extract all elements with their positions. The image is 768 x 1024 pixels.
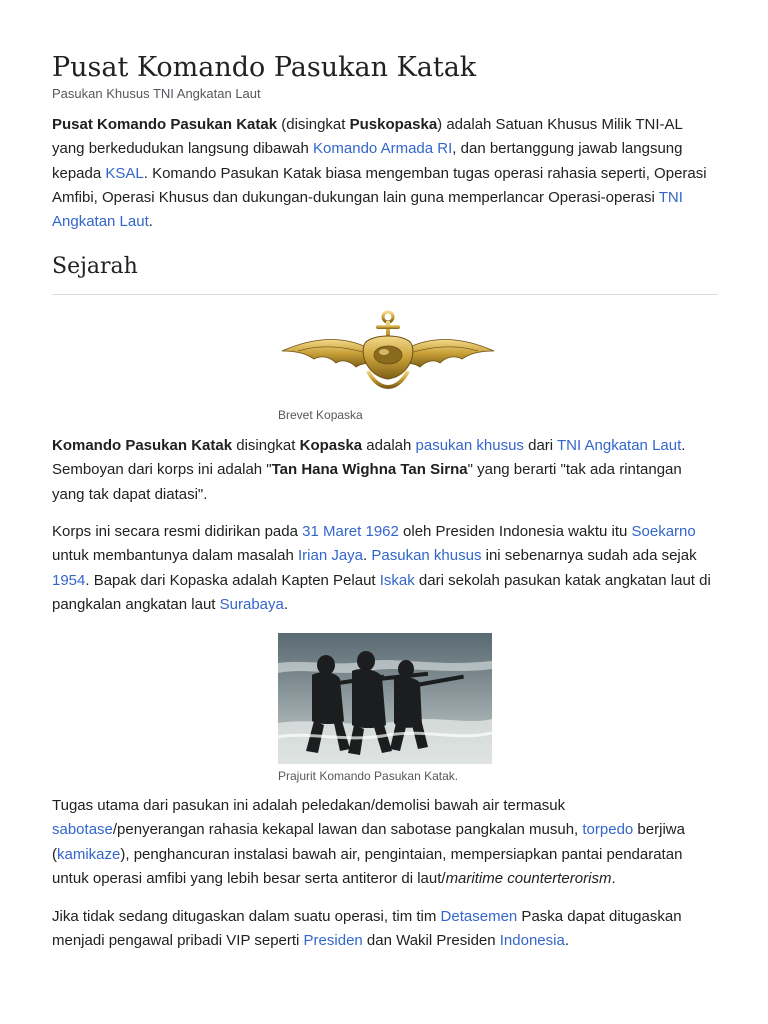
text: /penyerangan rahasia kekapal lawan dan sabotase pangkalan musuh, [112, 821, 583, 839]
text: oleh Presiden Indonesia waktu itu [398, 523, 632, 540]
text: adalah [362, 437, 416, 454]
bold-term: Puskopaska [349, 116, 438, 133]
link-indonesia[interactable]: Indonesia [499, 932, 565, 950]
figure-caption: Prajurit Komando Pasukan Katak. [278, 769, 459, 783]
text: Tugas utama dari pasukan ini adalah peledakan/demolisi bawah air termasuk [52, 797, 566, 814]
text: ) adalah Satuan Khusus Milik TNI-AL yang berkedudukan langsung dibawah [52, 116, 683, 158]
intro-paragraph [52, 113, 718, 234]
link-kamikaze[interactable]: kamikaze [57, 845, 121, 863]
link-surabaya[interactable]: Surabaya [219, 595, 284, 613]
text: untuk membantunya dalam masalah [52, 547, 298, 565]
link-pasukan-khusus[interactable]: Pasukan khusus [371, 547, 482, 565]
text: . [611, 869, 616, 887]
text: ), penghancuran instalasi bawah air, pengintaian, mempersiapkan pantai pendaratan untuk operasi amfibi yang lebih besar serta antiteror di laut/ [52, 845, 683, 887]
link-presiden[interactable]: Presiden [303, 932, 363, 950]
brevet-emblem-icon [278, 305, 498, 405]
text: . Bapak dari Kopaska adalah Kapten Pelaut [85, 571, 380, 589]
link-iskak[interactable]: Iskak [379, 571, 415, 589]
text: dari [523, 437, 558, 454]
text: . [363, 547, 372, 565]
figure-caption: Brevet Kopaska [278, 408, 363, 422]
page-subtitle: Pasukan Khusus TNI Angkatan Laut [52, 86, 261, 101]
text: . [283, 595, 289, 613]
text: ini sebenarnya sudah ada sejak [481, 547, 697, 565]
link-torpedo[interactable]: torpedo [582, 821, 634, 839]
bold-term: Komando Pasukan Katak [52, 437, 233, 454]
link-komando-armada[interactable]: Komando Armada RI [313, 140, 453, 158]
link-detasemen[interactable]: Detasemen [440, 908, 518, 925]
text: . Komando Pasukan Katak biasa mengemban tugas operasi rahasia seperti, Operasi Amfibi, Operasi Khusus dan dukungan-dukungan lain guna memperlancar Operasi-operasi [52, 164, 707, 206]
text: dari sekolah pasukan katak angkatan laut di pangkalan angkatan laut [52, 571, 711, 613]
link-tni-al[interactable]: TNI Angkatan Laut [52, 188, 683, 231]
section-heading-sejarah: Sejarah [52, 254, 138, 279]
link-ksal[interactable]: KSAL [105, 164, 144, 182]
text: , dan bertanggung jawab langsung kepada [52, 140, 683, 182]
link-irian-jaya[interactable]: Irian Jaya [297, 547, 364, 565]
text: . Semboyan dari korps ini adalah " [52, 437, 686, 479]
paragraph-vip [52, 905, 718, 954]
brevet-figure[interactable] [278, 305, 498, 405]
bold-term: Tan Hana Wighna Tan Sirna [271, 461, 468, 479]
text: . [148, 213, 153, 231]
link-1954[interactable]: 1954 [52, 571, 86, 589]
text: dan Wakil Presiden [362, 932, 500, 950]
paragraph-kopaska [52, 434, 718, 507]
paragraph-duties [52, 794, 718, 891]
page-title: Pusat Komando Pasukan Katak [52, 52, 477, 83]
link-soekarno[interactable]: Soekarno [631, 523, 696, 540]
frogmen-figure[interactable] [278, 633, 492, 764]
italic-term: maritime counterterorism [445, 869, 612, 887]
text: . [564, 932, 569, 950]
frogmen-photo-icon [278, 633, 492, 764]
text: berjiwa ( [52, 821, 685, 863]
link-sabotase[interactable]: sabotase [52, 821, 113, 839]
paragraph-history [52, 520, 718, 617]
bold-term: Kopaska [299, 437, 363, 454]
link-pasukan-khusus[interactable]: pasukan khusus [415, 437, 524, 454]
text: " yang berarti "tak ada rintangan yang tak dapat diatasi". [52, 461, 682, 503]
text: disingkat [232, 437, 300, 454]
link-date[interactable]: 31 Maret 1962 [302, 523, 399, 540]
text: Korps ini secara resmi didirikan pada [52, 523, 303, 540]
text: Paska dapat ditugaskan menjadi pengawal pribadi VIP seperti [52, 908, 682, 950]
section-divider [52, 294, 718, 295]
link-tni-al[interactable]: TNI Angkatan Laut [557, 437, 682, 454]
text: (disingkat [277, 116, 350, 133]
bold-term: Pusat Komando Pasukan Katak [52, 116, 278, 133]
text: Jika tidak sedang ditugaskan dalam suatu operasi, tim tim [52, 908, 441, 925]
